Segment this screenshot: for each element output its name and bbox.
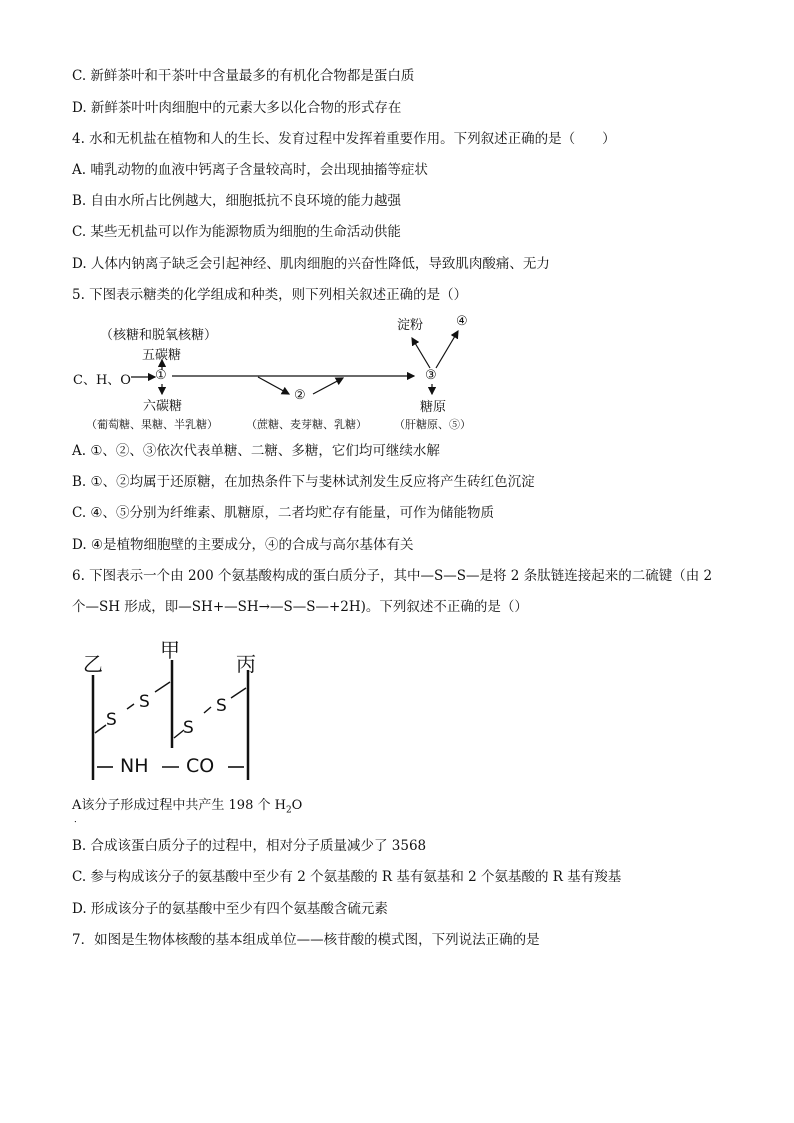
q6-option-a-dot: ． [74, 815, 84, 825]
q6-option-a-text: A该分子形成过程中共产生 198 个 H [72, 798, 286, 813]
q6-option-a-tail: O [291, 798, 303, 813]
disaccharide-note: （蔗糖、麦芽糖、乳糖） [246, 418, 367, 431]
q6-option-a-subscript: 2 [285, 805, 292, 816]
chain-bing-label: 丙 [236, 652, 256, 676]
nh-group: NH [120, 755, 149, 777]
q6-option-b: B. 合成该蛋白质分子的过程中，相对分子质量减少了 3568 [72, 838, 427, 854]
q6-option-a [72, 796, 302, 821]
arrow-3-to-4 [436, 331, 458, 368]
sulfur-atom-1: S [106, 710, 117, 730]
q5-option-a: A. ①、②、③依次代表单糖、二糖、多糖，它们均可继续水解 [72, 443, 440, 459]
q6-stem-line1: 6. 下图表示一个由 200 个氨基酸构成的蛋白质分子，其中—S—S—是将 2 条肽链连接起来的二硫键（由 2 [72, 568, 713, 584]
co-group: CO [186, 755, 215, 777]
q4-option-a: A. 哺乳动物的血液中钙离子含量较高时，会出现抽搐等症状 [72, 162, 428, 178]
q4-option-c: C. 某些无机盐可以作为能源物质为细胞的生命活动供能 [72, 224, 401, 240]
glycogen-note: （肝糖原、⑤） [394, 418, 471, 431]
q4-stem: 4. 水和无机盐在植物和人的生长、发育过程中发挥着重要作用。下列叙述正确的是（ ） [72, 131, 616, 147]
q3-option-c: C. 新鲜茶叶和干茶叶中含量最多的有机化合物都是蛋白质 [72, 68, 415, 84]
hexose-label: 六碳糖 [143, 399, 183, 414]
chain-yi-label: 乙 [83, 652, 103, 676]
hexose-note: （葡萄糖、果糖、半乳糖） [86, 418, 218, 431]
q3-option-d: D. 新鲜茶叶叶肉细胞中的元素大多以化合物的形式存在 [72, 100, 402, 116]
q5-option-d: D. ④是植物细胞壁的主要成分，④的合成与高尔基体有关 [72, 537, 414, 553]
pentose-label: 五碳糖 [142, 348, 182, 363]
glycogen-label: 糖原 [420, 400, 447, 415]
node-4: ④ [456, 314, 468, 329]
node-3: ③ [425, 368, 437, 383]
pentose-note: （核糖和脱氧核糖） [100, 328, 218, 343]
protein-diagram [0, 630, 794, 790]
chain-jia-label: 甲 [160, 638, 180, 662]
q5-stem: 5. 下图表示糖类的化学组成和种类，则下列相关叙述正确的是（） [72, 287, 468, 303]
q5-option-c: C. ④、⑤分别为纤维素、肌糖原，二者均贮存有能量，可作为储能物质 [72, 505, 495, 521]
sugar-diagram [0, 310, 794, 438]
q6-option-c: C. 参与构成该分子的氨基酸中至少有 2 个氨基酸的 R 基有氨基和 2 个氨基酸的 R 基有羧基 [72, 869, 622, 885]
q6-stem-line2: 个—SH 形成，即—SH+—SH→—S—S—+2H)。下列叙述不正确的是（） [72, 599, 528, 615]
node-2: ② [294, 388, 306, 403]
sulfur-atom-3: S [183, 718, 194, 738]
s-bond-4 [231, 688, 246, 698]
q4-option-b: B. 自由水所占比例越大，细胞抵抗不良环境的能力越强 [72, 193, 402, 209]
sulfur-atom-4: S [216, 696, 227, 716]
arrow-3-to-starch [412, 338, 430, 368]
disulfide-dash-2 [204, 707, 211, 713]
node-1: ① [155, 368, 167, 383]
q7-stem: 7．如图是生物体核酸的基本组成单位——核苷酸的模式图，下列说法正确的是 [72, 932, 540, 948]
q5-option-b: B. ①、②均属于还原糖，在加热条件下与斐林试剂发生反应将产生砖红色沉淀 [72, 474, 535, 490]
sulfur-atom-2: S [139, 692, 150, 712]
q4-option-d: D. 人体内钠离子缺乏会引起神经、肌肉细胞的兴奋性降低，导致肌肉酸痛、无力 [72, 256, 550, 272]
arrow-2-to-3 [313, 378, 343, 394]
q6-option-d: D. 形成该分子的氨基酸中至少有四个氨基酸含硫元素 [72, 901, 388, 917]
s-bond-2 [155, 682, 170, 692]
arrow-1-to-2 [258, 377, 289, 394]
disulfide-dash-1 [127, 704, 134, 709]
s-bond-1 [95, 725, 106, 733]
starch-label: 淀粉 [397, 318, 424, 333]
elements-label: C、H、O [73, 373, 131, 388]
